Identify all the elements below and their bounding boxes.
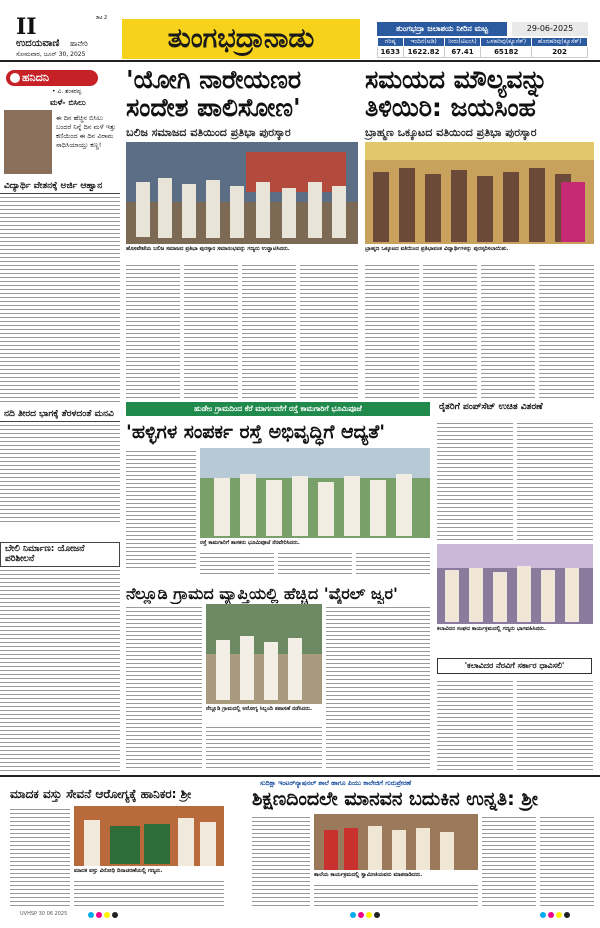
bottom-left-headline: ಮಾದಕ ವಸ್ತು ಸೇವನೆ ಆರೋಗ್ಯಕ್ಕೆ ಹಾನಿಕರ: ಶ್ರೀ bbox=[10, 787, 192, 801]
bottom-left-caption: ಮಾದಕ ವಸ್ತು ವಿರೋಧಿ ದಿನಾಚರಣೆಯಲ್ಲಿ ಗಣ್ಯರು. bbox=[74, 868, 163, 874]
bottom-column bbox=[482, 814, 536, 906]
bottom-left-photo bbox=[74, 806, 224, 866]
side-story-headline: ನದಿ ತೀರದ ಭಾಗಕ್ಕೆ ತೆರಳದಂತೆ ಮನವಿ bbox=[0, 408, 120, 422]
story1-column bbox=[242, 262, 296, 398]
story2-column bbox=[365, 262, 419, 398]
story3-banner: ಹುಡೇಂ ಗ್ರಾಮದಿಂದ ಕೆರೆ ಮಾರ್ಗವರೆಗೆ ರಸ್ತೆ ಕಾಮಗಾರಿಗೆ ಭೂಮಿಪೂಜೆ bbox=[126, 402, 430, 416]
story1-photo bbox=[126, 142, 358, 244]
hanidani-column bbox=[0, 66, 120, 176]
masthead bbox=[0, 0, 600, 62]
bottom-column bbox=[74, 878, 224, 906]
story4-photo bbox=[206, 604, 322, 704]
side-story-text bbox=[0, 567, 120, 772]
hanidani-poem: ಈ ದಿನ ಹೆಚ್ಚಿನ ಬಿಸಿಲು ಬಂದರೆ ನಿನ್ನೆ ದಿನ ಮಳೆ ಇತ್ತು ಕಣಿಯಿಂದ ಈ ದಿನ ವಿರಾಮ ಸಾಧಿಸಿಯಾಯ್ತು ಕಣ್ಣ! bbox=[56, 114, 116, 149]
story4-headline: ನೆಲ್ಲೂಡಿ ಗ್ರಾಮದ ವ್ಯಾಪ್ತಿಯಲ್ಲಿ ಹೆಚ್ಚಿದ 'ವೈರಲ್ ಜ್ವರ' bbox=[126, 584, 398, 603]
dam-value: 65182 bbox=[481, 47, 532, 58]
story1-subhead: ಬಲಿಜ ಸಮಾಜದ ವತಿಯಿಂದ ಪ್ರತಿಭಾ ಪುರಸ್ಕಾರ bbox=[126, 126, 291, 139]
bottom-column bbox=[252, 814, 310, 906]
hanidani-author: • ವಿ. ಶಂಕರಪ್ಪ bbox=[52, 88, 82, 95]
story2-column bbox=[539, 262, 594, 398]
bottom-main-headline: ಶಿಕ್ಷಣದಿಂದಲೇ ಮಾನವನ ಬದುಕಿನ ಉನ್ನತಿ: ಶ್ರೀ bbox=[252, 788, 538, 810]
story3-column bbox=[126, 448, 196, 568]
bottom-column bbox=[540, 814, 594, 906]
story3-photo bbox=[200, 448, 430, 538]
side-story-text bbox=[0, 194, 120, 402]
story3-headline: 'ಹಳ್ಳಿಗಳ ಸಂಪರ್ಕ ರಸ್ತೆ ಅಭಿವೃದ್ಧಿಗೆ ಆದ್ಯತೆ' bbox=[126, 421, 386, 443]
story3-column bbox=[356, 550, 430, 576]
print-registration-marks bbox=[350, 912, 380, 918]
right-story-column bbox=[517, 678, 593, 770]
dam-value: 1622.82 bbox=[403, 47, 444, 58]
story3-column bbox=[200, 550, 274, 576]
dam-value: 67.41 bbox=[444, 47, 481, 58]
bottom-main-caption: ಶಾಲೆಯ ಕಾರ್ಯಕ್ರಮದಲ್ಲಿ ಸ್ವಾಮೀಜಿಯವರು ಮಾತನಾಡಿದರು. bbox=[314, 872, 423, 878]
story1-headline: 'ಯೋಗಿ ನಾರೇಯಣರ ಸಂದೇಶ ಪಾಲಿಸೋಣ' bbox=[126, 65, 302, 122]
story4-column bbox=[206, 724, 322, 770]
story4-column bbox=[326, 604, 430, 770]
story2-column bbox=[481, 262, 535, 398]
story1-column bbox=[126, 262, 180, 398]
dam-value: 202 bbox=[532, 47, 588, 58]
story2-photo bbox=[365, 142, 594, 244]
right-story-column bbox=[437, 678, 513, 770]
side-story-headline: ವಿದ್ಯಾರ್ಥಿ ವೇತನಕ್ಕೆ ಅರ್ಜಿ ಆಹ್ವಾನ bbox=[0, 180, 120, 194]
story4-column bbox=[126, 604, 202, 770]
print-registration-marks bbox=[88, 912, 118, 918]
edition-code: ಡಿಟಿ 2 bbox=[96, 15, 108, 21]
story2-headline: ಸಮಯದ ಮೌಲ್ಯವನ್ನು ತಿಳಿಯಿರಿ: ಜಯಸಿಂಹ bbox=[365, 65, 548, 122]
print-registration-marks bbox=[540, 912, 570, 918]
quote-headline: 'ಕಲಾವಿದರ ನೆರವಿಗೆ ಸರ್ಕಾರ ಧಾವಿಸಲಿ' bbox=[437, 658, 592, 674]
dam-header: ಗರಿಷ್ಠ bbox=[378, 38, 404, 47]
dam-header: ಇಂದಿನ(ಅಡಿ) bbox=[403, 38, 444, 47]
dam-header: ಹೊರಹರಿವು(ಕ್ಯೂಸೆಕ್) bbox=[532, 38, 588, 47]
story2-subhead: ಬ್ರಾಹ್ಮಣ ಒಕ್ಕೂಟದ ವತಿಯಿಂದ ಪ್ರತಿಭಾ ಪುರಸ್ಕಾರ bbox=[365, 126, 537, 139]
dam-header: ನೀರು(ಟಿಎಂಸಿ) bbox=[444, 38, 481, 47]
story3-caption: ರಸ್ತೆ ಕಾಮಗಾರಿಗೆ ಶಾಸಕರು ಭೂಮಿಪೂಜೆ ನೆರವೇರಿಸಿದರು. bbox=[200, 540, 300, 546]
right-story-photo bbox=[437, 544, 593, 624]
newspaper-brand: ಉದಯವಾಣಿ bbox=[16, 38, 60, 49]
story1-column bbox=[184, 262, 238, 398]
hanidani-logo: ಹನಿದನಿ bbox=[6, 70, 98, 86]
side-story-text bbox=[0, 422, 120, 522]
dam-value: 1633 bbox=[378, 47, 404, 58]
edition-name: ಹಾವೇರಿ bbox=[70, 40, 88, 48]
side-story bbox=[0, 542, 120, 767]
hanidani-heading: ಮಳೆ- ಬಿಸಿಲು bbox=[50, 98, 86, 107]
story2-column bbox=[423, 262, 477, 398]
right-story-column bbox=[517, 420, 593, 540]
story1-caption: ಹೊಸಪೇಟೆಯ ಬಲಿಜ ಸಮಾಜದ ಪ್ರತಿಭಾ ಪುರಸ್ಕಾರ ಸಮಾರಂಭವನ್ನು ಗಣ್ಯರು ಉದ್ಘಾಟಿಸಿದರು. bbox=[126, 246, 290, 252]
side-story bbox=[0, 180, 120, 405]
author-photo bbox=[4, 110, 52, 174]
story3-column bbox=[278, 550, 352, 576]
bottom-main-photo bbox=[314, 814, 478, 870]
side-story bbox=[0, 408, 120, 538]
story2-caption: ಬ್ರಾಹ್ಮಣ ಒಕ್ಕೂಟದ ವತಿಯಿಂದ ಪ್ರತಿಭಾವಂತ ವಿದ್ಯಾರ್ಥಿಗಳನ್ನು ಪುರಸ್ಕರಿಸಲಾಯಿತು. bbox=[365, 246, 509, 252]
story1-column bbox=[300, 262, 358, 398]
right-story-headline: ರೈತರಿಗೆ ಪಂಪ್‌ಸೆಟ್ ಉಚಿತ ವಿತರಣೆ bbox=[439, 402, 543, 412]
story4-caption: ನೆಲ್ಲೂಡಿ ಗ್ರಾಮದಲ್ಲಿ ಆರೋಗ್ಯ ಸಿಬ್ಬಂದಿ ತಪಾಸಣೆ ನಡೆಸಿದರು. bbox=[206, 706, 313, 712]
dam-header: ಒಳಹರಿವು(ಕ್ಯೂಸೆಕ್) bbox=[481, 38, 532, 47]
footer-id: UVHSP 30 06 2025 bbox=[20, 911, 68, 917]
dam-panel-title: ತುಂಗಭದ್ರಾ ಜಲಾಶಯ ನೀರಿನ ಮಟ್ಟ bbox=[377, 22, 507, 36]
dateline: ಸೋಮವಾರ, ಜೂನ್ 30, 2025 bbox=[16, 51, 86, 58]
side-story-headline: ಬೇಲಿ ನಿರ್ಮಾಣ: ಯೋಜನೆ ಪರಿಶೀಲನೆ bbox=[0, 542, 120, 567]
bottom-kicker: ಸುದಿಕ್ಷಾ ಇಂಟರ್‌ನ್ಯಾಷನಲ್ ಶಾಲೆ ಹಾಗೂ ಪಿಯು ಕಾಲೇಜಿಗೆ ಗುರುಪ್ರೇರಣೆ bbox=[260, 779, 412, 787]
page-number: II bbox=[16, 14, 37, 40]
bottom-column bbox=[314, 882, 478, 906]
right-story-caption: ಕಲಾವಿದರ ಸಂಘದ ಕಾರ್ಯಕ್ರಮದಲ್ಲಿ ಗಣ್ಯರು ಭಾಗವಹಿಸಿದರು. bbox=[437, 626, 546, 632]
right-story-column bbox=[437, 420, 513, 540]
dam-level-table bbox=[377, 37, 588, 58]
dam-panel-date: 29-06-2025 bbox=[512, 22, 588, 36]
section-title: ತುಂಗಭದ್ರಾನಾಡು bbox=[122, 19, 360, 59]
section-divider bbox=[0, 775, 600, 777]
bottom-column bbox=[10, 806, 70, 906]
